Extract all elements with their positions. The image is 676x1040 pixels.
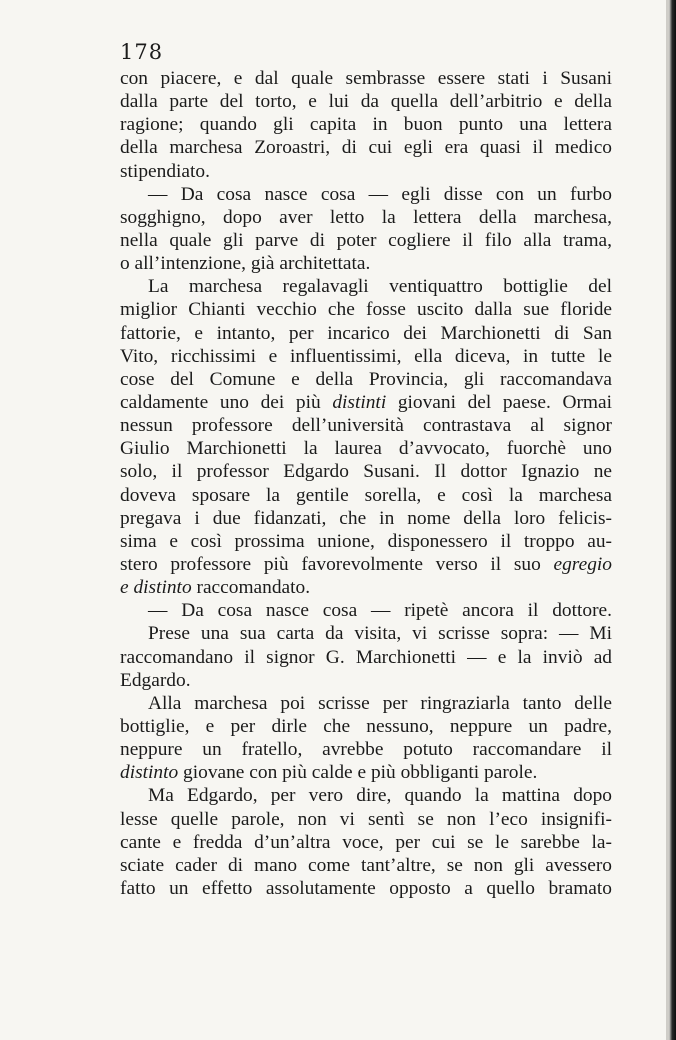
text-run: caldamente uno dei più xyxy=(120,391,333,413)
text-line: solo, il professor Edgardo Susani. Il dottor Ignazio ne xyxy=(120,461,612,483)
italic-run: e distinto xyxy=(120,577,192,599)
text-line: Alla marchesa poi scrisse per ringraziarla tanto delle xyxy=(148,692,612,714)
text-line: miglior Chianti vecchio che fosse uscito dalla sue floride xyxy=(120,299,612,321)
text-line: neppure un fratello, avrebbe potuto raccomandare il xyxy=(120,739,612,761)
text-line: bottiglie, e per dirle che nessuno, neppure un padre, xyxy=(120,715,612,737)
italic-run: egregio xyxy=(553,553,612,575)
page-number: 178 xyxy=(120,40,164,64)
text-line: cose del Comune e della Provincia, gli raccomandava xyxy=(120,368,612,390)
text-line: ragione; quando gli capita in buon punto una lettera xyxy=(120,114,612,136)
text-line: nella quale gli parve di poter cogliere il filo alla trama, xyxy=(120,229,612,251)
text-line: sciate cader di mano come tant’altre, se non gli avessero xyxy=(120,854,612,876)
text-run: giovane con più calde e più obbliganti parole. xyxy=(178,762,538,784)
text-run: stero professore più favorevolmente verso il suo xyxy=(120,553,554,575)
text-line: Ma Edgardo, per vero dire, quando la mattina dopo xyxy=(148,785,612,807)
text-line xyxy=(120,576,612,599)
text-line: pregava i due fidanzati, che in nome della loro felicis- xyxy=(120,507,612,529)
text-line: o all’intenzione, già architettata. xyxy=(120,253,371,275)
text-line xyxy=(120,761,612,784)
text-line: sima e così prossima unione, disponessero il troppo au- xyxy=(120,530,612,552)
text-line: fattorie, e intanto, per incarico dei Marchionetti di San xyxy=(120,322,612,344)
body-text xyxy=(120,67,612,900)
text-line: — Da cosa nasce cosa — ripetè ancora il dottore. xyxy=(148,600,612,622)
text-line: fatto un effetto assolutamente opposto a quello bramato xyxy=(120,877,612,899)
text-line: con piacere, e dal quale sembrasse essere stati i Susani xyxy=(120,68,612,89)
text-line: Giulio Marchionetti la laurea d’avvocato, fuorchè uno xyxy=(120,438,612,460)
text-line: della marchesa Zoroastri, di cui egli era quasi il medico xyxy=(120,137,612,159)
text-line xyxy=(120,391,612,414)
text-line: La marchesa regalavagli ventiquattro bottiglie del xyxy=(148,276,612,298)
italic-run: distinto xyxy=(120,762,179,784)
text-run: giovani del paese. Ormai xyxy=(386,391,612,413)
text-line: lesse quelle parole, non vi sentì se non l’eco insignifi- xyxy=(120,808,612,830)
text-line: Prese una sua carta da visita, vi scrisse sopra: — Mi xyxy=(148,623,612,645)
text-line: raccomandano il signor G. Marchionetti — e la inviò ad xyxy=(120,646,612,668)
page-edge xyxy=(669,0,676,1040)
text-line: Edgardo. xyxy=(120,669,191,691)
text-line xyxy=(120,553,612,576)
text-line: sogghigno, dopo aver letto la lettera della marchesa, xyxy=(120,206,612,228)
text-line: Vito, ricchissimi e influentissimi, ella diceva, in tutte le xyxy=(120,345,612,367)
text-line: dalla parte del torto, e lui da quella dell’arbitrio e della xyxy=(120,91,612,113)
text-line: stipendiato. xyxy=(120,160,210,182)
text-line: cante e fredda d’un’altra voce, per cui se le sarebbe la- xyxy=(120,831,612,853)
text-line: — Da cosa nasce cosa — egli disse con un furbo xyxy=(148,183,612,205)
text-line: doveva sposare la gentile sorella, e così la marchesa xyxy=(120,484,612,506)
text-run: raccomandato. xyxy=(191,577,311,599)
italic-run: distinti xyxy=(332,391,387,413)
text-line: nessun professore dell’università contrastava al signor xyxy=(120,415,612,437)
